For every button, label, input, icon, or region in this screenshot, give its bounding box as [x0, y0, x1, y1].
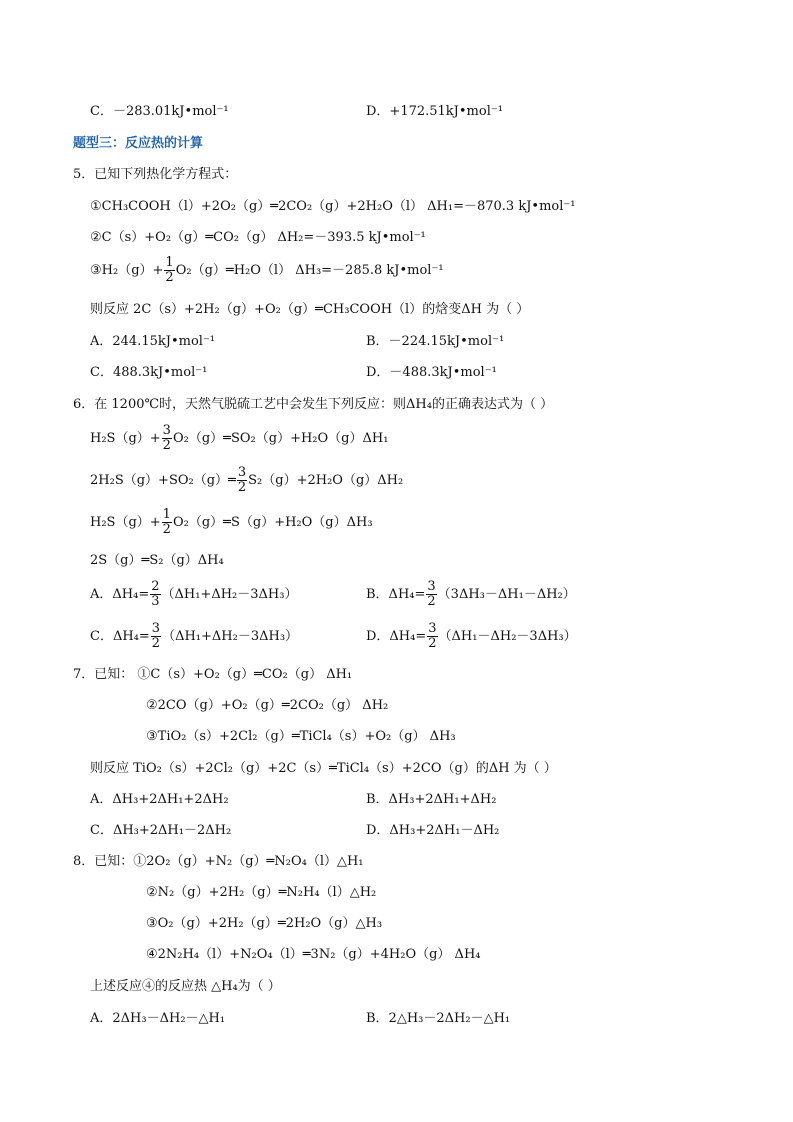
- question-8: 8．已知：①2O₂（g）+N₂（g）═N₂O₄（l）△H₁: [73, 854, 364, 869]
- q5-equation-1: ①CH₃COOH（l）+2O₂（g）═2CO₂（g）+2H₂O（l） ΔH₁=－870.3 kJ•mol⁻¹: [90, 199, 576, 214]
- q7-equation-2: ②2CO（g）+O₂（g）═2CO₂（g） ΔH₂: [146, 698, 389, 713]
- q8-equation-3: ③O₂（g）+2H₂（g）═2H₂O（g）△H₃: [146, 916, 383, 931]
- q5-option-c: C．488.3kJ•mol⁻¹: [90, 365, 208, 380]
- section-heading: 题型三：反应热的计算: [73, 136, 204, 151]
- q6-equation-2: 2H₂S（g）+SO₂（g）═ $\frac{3}{2}$ S₂（g）+2H₂O（g）ΔH₂: [90, 465, 404, 495]
- q8-equation-4: ④2N₂H₄（l）+N₂O₄（l）═3N₂（g）+4H₂O（g） ΔH₄: [146, 947, 481, 962]
- fraction-three-halves: $\frac{3}{2}$: [427, 579, 436, 609]
- q5-question: 则反应 2C（s）+2H₂（g）+O₂（g）═CH₃COOH（l）的焓变ΔH 为（ ）: [90, 302, 530, 317]
- option-d-prev: D．+172.51kJ•mol⁻¹: [366, 104, 503, 119]
- q6-equation-4: 2S（g）═S₂（g）ΔH₄: [90, 553, 224, 568]
- fraction-half: $\frac{1}{2}$: [165, 255, 174, 285]
- q8-equation-2: ②N₂（g）+2H₂（g）═N₂H₄（l）△H₂: [146, 885, 377, 900]
- q5-equation-3: ③H₂（g）+ $\frac{1}{2}$ O₂（g）═H₂O（l） ΔH₃=－285.8 kJ•mol⁻¹: [90, 255, 444, 285]
- q7-option-c: C．ΔH₃+2ΔH₁－2ΔH₂: [90, 823, 232, 838]
- option-c-prev: C．－283.01kJ•mol⁻¹: [90, 104, 229, 119]
- q6-option-d: D．ΔH₄= $\frac{3}{2}$ （ΔH₁－ΔH₂－3ΔH₃）: [366, 621, 577, 651]
- q7-option-a: A．ΔH₃+2ΔH₁+2ΔH₂: [90, 792, 229, 807]
- q6-option-b: B．ΔH₄= $\frac{3}{2}$ （3ΔH₃－ΔH₁－ΔH₂）: [366, 579, 576, 609]
- fraction-three-halves: $\frac{3}{2}$: [162, 423, 171, 453]
- question-5: 5．已知下列热化学方程式：: [73, 167, 238, 182]
- q8-option-a: A．2ΔH₃－ΔH₂－△H₁: [90, 1011, 226, 1026]
- fraction-three-halves: $\frac{3}{2}$: [237, 465, 247, 495]
- q7-question: 则反应 TiO₂（s）+2Cl₂（g）+2C（s）═TiCl₄（s）+2CO（g）的ΔH 为（ ）: [90, 761, 557, 776]
- q5-option-d: D．－488.3kJ•mol⁻¹: [366, 365, 497, 380]
- q7-option-d: D．ΔH₃+2ΔH₁－ΔH₂: [366, 823, 500, 838]
- q5-option-b: B．－224.15kJ•mol⁻¹: [366, 334, 505, 349]
- fraction-two-thirds: $\frac{2}{3}$: [151, 579, 160, 609]
- q6-equation-3: H₂S（g）+ $\frac{1}{2}$ O₂（g）═S（g）+H₂O（g）ΔH₃: [90, 507, 373, 537]
- question-6: 6．在 1200℃时，天然气脱硫工艺中会发生下列反应：则ΔH₄的正确表达式为（ ）: [73, 397, 554, 412]
- q6-equation-1: H₂S（g）+ $\frac{3}{2}$ O₂（g）═SO₂（g）+H₂O（g）ΔH₁: [90, 423, 389, 453]
- q7-equation-3: ③TiO₂（s）+2Cl₂（g）═TiCl₄（s）+O₂（g） ΔH₃: [146, 729, 456, 744]
- q7-option-b: B．ΔH₃+2ΔH₁+ΔH₂: [366, 792, 497, 807]
- q6-option-a: A．ΔH₄= $\frac{2}{3}$ （ΔH₁+ΔH₂－3ΔH₃）: [90, 579, 298, 609]
- q5-option-a: A．244.15kJ•mol⁻¹: [90, 334, 216, 349]
- q8-question: 上述反应④的反应热 △H₄为（ ）: [90, 979, 281, 994]
- fraction-three-halves: $\frac{3}{2}$: [428, 621, 437, 651]
- fraction-half: $\frac{1}{2}$: [162, 507, 171, 537]
- question-7: 7．已知： ①C（s）+O₂（g）═CO₂（g） ΔH₁: [73, 667, 353, 682]
- q6-option-c: C．ΔH₄= $\frac{3}{2}$ （ΔH₁+ΔH₂－3ΔH₃）: [90, 621, 299, 651]
- fraction-three-halves: $\frac{3}{2}$: [151, 621, 161, 651]
- q8-option-b: B．2△H₃－2ΔH₂－△H₁: [366, 1011, 511, 1026]
- q5-equation-2: ②C（s）+O₂（g）═CO₂（g） ΔH₂=－393.5 kJ•mol⁻¹: [90, 230, 426, 245]
